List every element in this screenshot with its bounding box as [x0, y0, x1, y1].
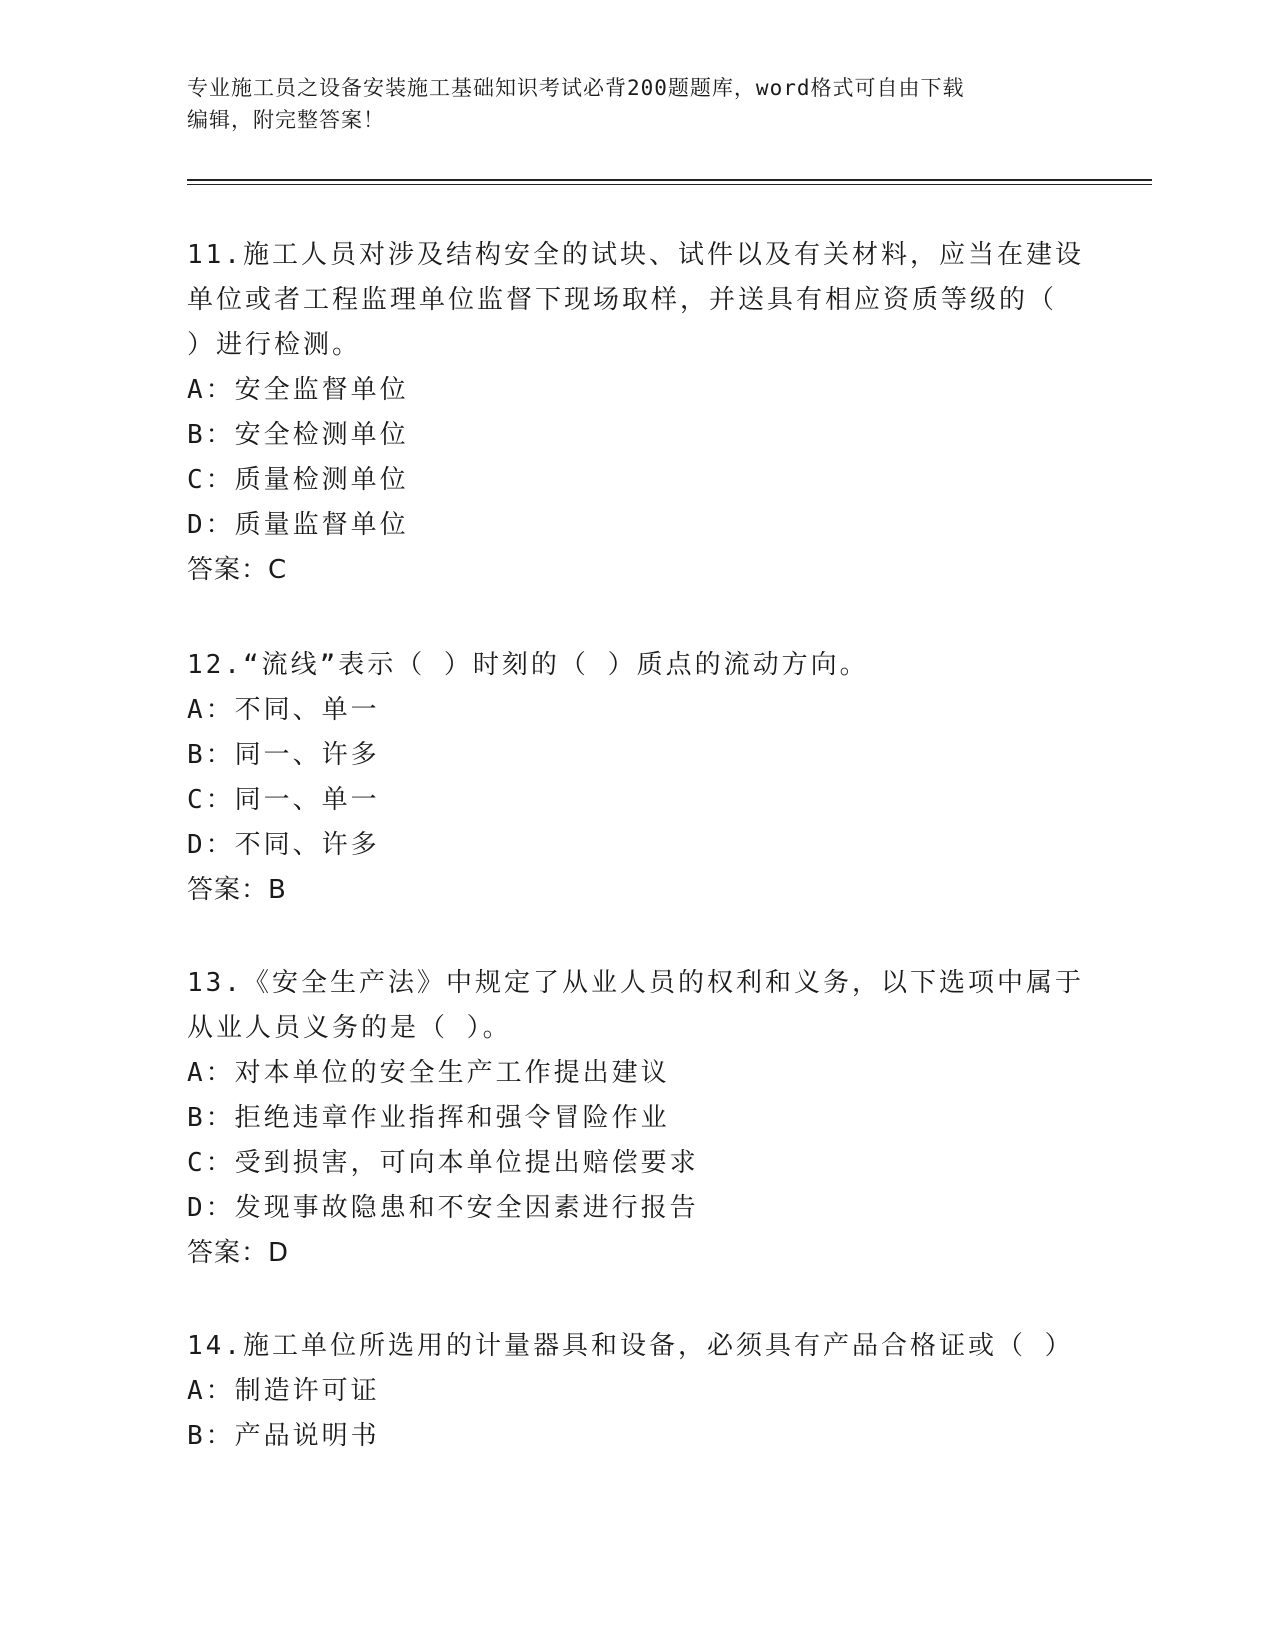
option-a: A：不同、单一 [187, 695, 380, 725]
option-b: B：拒绝违章作业指挥和强令冒险作业 [187, 1103, 670, 1133]
question-12 [187, 643, 1087, 913]
question-stem-line: 13.《安全生产法》中规定了从业人员的权利和义务，以下选项中属于 [187, 968, 1084, 998]
option-d: D：发现事故隐患和不安全因素进行报告 [187, 1193, 699, 1223]
question-stem-line: 12.“流线”表示（ ）时刻的（ ）质点的流动方向。 [187, 650, 869, 680]
option-d: D：质量监督单位 [187, 510, 409, 540]
question-stem-line: 单位或者工程监理单位监督下现场取样，并送具有相应资质等级的（ [187, 285, 1058, 315]
header-divider [187, 179, 1152, 185]
question-14 [187, 1324, 1087, 1459]
question-stem-line: 11.施工人员对涉及结构安全的试块、试件以及有关材料，应当在建设 [187, 240, 1084, 270]
option-d: D：不同、许多 [187, 830, 380, 860]
question-11 [187, 233, 1087, 593]
question-stem-line: 从业人员义务的是（ ）。 [187, 1013, 512, 1043]
option-b: B：安全检测单位 [187, 420, 409, 450]
header-line-2: 编辑，附完整答案！ [187, 108, 385, 132]
question-stem-line: 14.施工单位所选用的计量器具和设备，必须具有产品合格证或（ ） [187, 1331, 1074, 1361]
option-c: C：质量检测单位 [187, 465, 409, 495]
option-b: B：产品说明书 [187, 1421, 380, 1451]
header-line-1: 专业施工员之设备安装施工基础知识考试必背200题题库，word格式可自由下载 [187, 76, 965, 100]
answer-line: 答案：B [187, 875, 287, 905]
answer-line: 答案：D [187, 1238, 290, 1268]
option-c: C：受到损害，可向本单位提出赔偿要求 [187, 1148, 699, 1178]
option-c: C：同一、单一 [187, 785, 380, 815]
document-header [187, 72, 1067, 136]
answer-line: 答案：C [187, 555, 288, 585]
option-a: A：制造许可证 [187, 1376, 380, 1406]
option-b: B：同一、许多 [187, 740, 380, 770]
question-13 [187, 961, 1087, 1276]
question-stem-line: ）进行检测。 [187, 330, 362, 360]
option-a: A：对本单位的安全生产工作提出建议 [187, 1058, 670, 1088]
option-a: A：安全监督单位 [187, 375, 409, 405]
